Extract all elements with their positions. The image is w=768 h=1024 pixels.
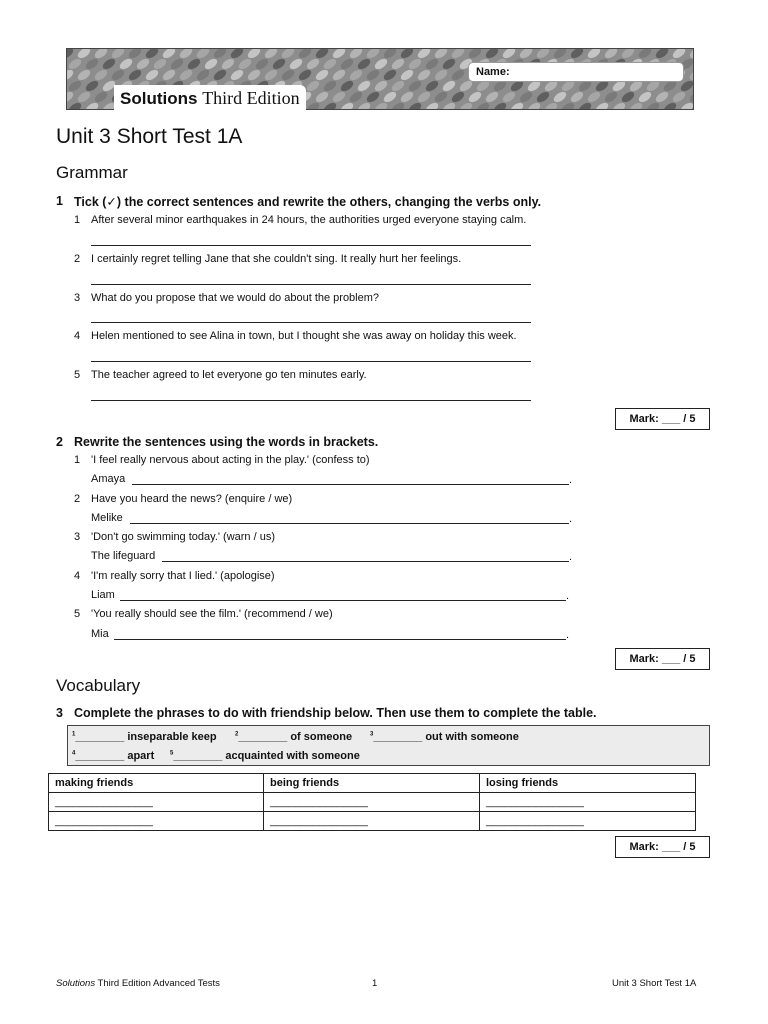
q3-mark-box: Mark: ___ / 5 (615, 836, 710, 858)
brand-bold: Solutions (120, 89, 198, 108)
q2-item-text: 'You really should see the film.' (recommend / we) (91, 608, 333, 620)
brand-edition: Third Edition (202, 88, 300, 108)
col-losing-friends: losing friends (480, 774, 696, 793)
phrase-5[interactable] (170, 750, 360, 762)
friendship-table (48, 773, 696, 831)
phrase-number: 3 (370, 731, 374, 738)
page-title: Unit 3 Short Test 1A (56, 125, 243, 148)
answer-line[interactable] (91, 400, 531, 401)
phrase-number: 5 (170, 750, 174, 757)
brand-logo (114, 85, 306, 111)
q1-item-number: 1 (74, 214, 81, 226)
footer-series: Third Edition Advanced Tests (95, 978, 220, 989)
table-row (49, 793, 696, 812)
q1-item-text: The teacher agreed to let everyone go ten minutes early. (91, 369, 367, 381)
table-row (49, 812, 696, 831)
q1-item-text: What do you propose that we would do about the problem? (91, 292, 380, 304)
table-cell[interactable]: ________________ (480, 812, 696, 831)
full-stop: . (569, 474, 573, 486)
answer-line[interactable] (132, 484, 569, 485)
phrase-text: ________ inseparable keep (75, 731, 217, 743)
q1-item-text: I certainly regret telling Jane that she couldn't sing. It really hurt her feelings. (91, 253, 462, 265)
phrase-number: 4 (72, 750, 76, 757)
table-header-row (49, 774, 696, 793)
phrase-1[interactable] (72, 731, 217, 743)
phrase-text: ________ out with someone (373, 731, 519, 743)
answer-line[interactable] (91, 245, 531, 246)
col-making-friends: making friends (49, 774, 264, 793)
answer-line[interactable] (130, 523, 569, 524)
answer-line[interactable] (91, 322, 531, 323)
table-cell[interactable]: ________________ (480, 793, 696, 812)
full-stop: . (566, 629, 570, 641)
footer-right: Unit 3 Short Test 1A (612, 978, 697, 989)
q2-item-text: 'I'm really sorry that I lied.' (apologise) (91, 570, 275, 582)
table-cell[interactable]: ________________ (49, 812, 264, 831)
q2-item-number: 3 (74, 531, 81, 543)
table-cell[interactable]: ________________ (264, 812, 480, 831)
full-stop: . (569, 513, 573, 525)
phrase-3[interactable] (370, 731, 519, 743)
phrase-2[interactable] (235, 731, 352, 743)
phrase-number: 1 (72, 731, 76, 738)
q3-number: 3 (56, 706, 63, 720)
q2-subject: The lifeguard (91, 550, 156, 562)
q2-number: 2 (56, 435, 63, 449)
q1-item-number: 3 (74, 292, 81, 304)
q2-item-number: 4 (74, 570, 81, 582)
phrase-4[interactable] (72, 750, 154, 762)
q1-mark-box: Mark: ___ / 5 (615, 408, 710, 430)
q2-subject: Mia (91, 628, 109, 640)
q1-item-number: 4 (74, 330, 81, 342)
q2-subject: Melike (91, 512, 123, 524)
phrase-number: 2 (235, 731, 239, 738)
phrase-text: ________ apart (75, 750, 155, 762)
q2-item-text: 'I feel really nervous about acting in the play.' (confess to) (91, 454, 370, 466)
answer-line[interactable] (114, 639, 566, 640)
q2-subject: Amaya (91, 473, 126, 485)
page-number: 1 (372, 978, 378, 989)
full-stop: . (566, 590, 570, 602)
q2-item-number: 2 (74, 493, 81, 505)
q1-instruction: Tick (✓) the correct sentences and rewrite the others, changing the verbs only. (74, 195, 542, 209)
col-being-friends: being friends (264, 774, 480, 793)
q1-item-number: 5 (74, 369, 81, 381)
q1-item-text: Helen mentioned to see Alina in town, but I thought she was away on holiday this week. (91, 330, 517, 342)
table-cell[interactable]: ________________ (264, 793, 480, 812)
name-label: Name: (476, 66, 510, 78)
footer-brand: Solutions (56, 978, 96, 989)
grammar-heading: Grammar (56, 163, 128, 182)
q2-item-number: 1 (74, 454, 81, 466)
q1-item-text: After several minor earthquakes in 24 hours, the authorities urged everyone staying calm. (91, 214, 527, 226)
q2-item-text: Have you heard the news? (enquire / we) (91, 493, 293, 505)
table-cell[interactable]: ________________ (49, 793, 264, 812)
q1-number: 1 (56, 194, 63, 208)
answer-line[interactable] (162, 561, 569, 562)
q2-instruction: Rewrite the sentences using the words in brackets. (74, 435, 379, 449)
answer-line[interactable] (91, 361, 531, 362)
footer-left (56, 978, 220, 989)
full-stop: . (569, 551, 573, 563)
q2-item-text: 'Don't go swimming today.' (warn / us) (91, 531, 275, 543)
q2-item-number: 5 (74, 608, 81, 620)
vocabulary-heading: Vocabulary (56, 676, 141, 695)
phrase-text: ________ acquainted with someone (173, 750, 360, 762)
q2-mark-box: Mark: ___ / 5 (615, 648, 710, 670)
q2-subject: Liam (91, 589, 115, 601)
answer-line[interactable] (91, 284, 531, 285)
q3-instruction: Complete the phrases to do with friendship below. Then use them to complete the table. (74, 706, 597, 720)
phrase-text: ________ of someone (238, 731, 353, 743)
answer-line[interactable] (120, 600, 566, 601)
q1-item-number: 2 (74, 253, 81, 265)
